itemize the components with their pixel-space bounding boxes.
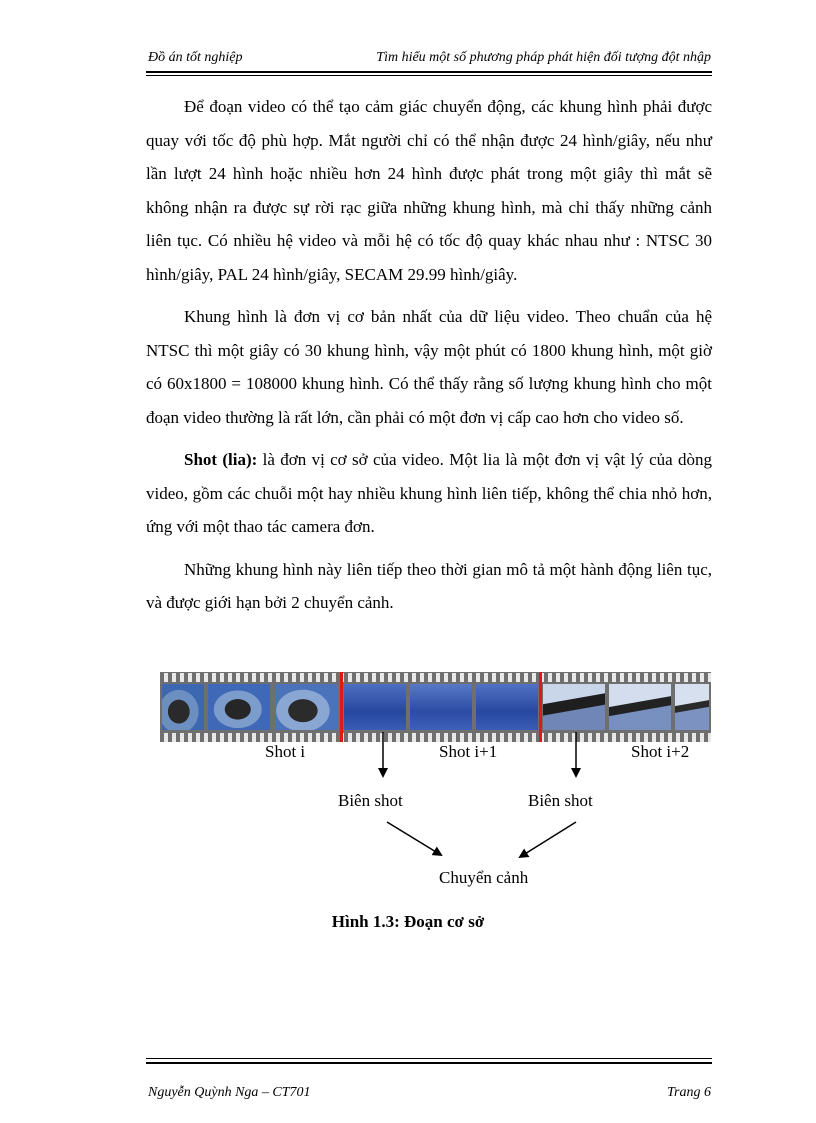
header-right: Tìm hiểu một số phương pháp phát hiện đối tượng đột nhập	[376, 50, 711, 65]
header-rule	[146, 71, 712, 73]
label-shot-i1: Shot i+1	[439, 742, 498, 761]
page-header	[148, 50, 711, 70]
paragraph-1: Để đoạn video có thể tạo cảm giác chuyển động, các khung hình phải được quay với tốc độ phù hợp. Mắt người chỉ có thể nhận được 24 hình/giây, nếu như lần lượt 24 hình hoặc nhiều hơn 24 hình được phát trong một giây thì mắt sẽ không nhận ra được sự rời rạc giữa những khung hình, mà chỉ thấy những cảnh liên tục. Có nhiều hệ video và mỗi hệ có tốc độ quay khác nhau như : NTSC 30 hình/giây, PAL 24 hình/giây, SECAM 29.99 hình/giây.	[146, 97, 712, 284]
frame-shot-i1-1	[344, 684, 406, 730]
frame-shot-i1-3	[476, 684, 538, 730]
page-number: Trang 6	[667, 1085, 711, 1100]
label-shot-i: Shot i	[265, 742, 306, 761]
header-left: Đồ án tốt nghiệp	[148, 50, 243, 65]
figure-caption: Hình 1.3: Đoạn cơ sở	[331, 912, 485, 931]
frame-shot-i1-2	[410, 684, 472, 730]
film-perforation-top	[160, 673, 711, 682]
frame-shot-i2-1	[543, 684, 605, 730]
shot-cut-1	[340, 672, 343, 742]
frame-shot-i-3	[275, 684, 337, 730]
footer-author: Nguyễn Quỳnh Nga – CT701	[148, 1085, 311, 1100]
film-strip-figure	[160, 672, 711, 742]
footer-rule-thin	[146, 1058, 712, 1059]
shot-cut-2	[539, 672, 542, 742]
frame-shot-i2-2	[609, 684, 671, 730]
paragraph-4: Những khung hình này liên tiếp theo thời gian mô tả một hành động liên tục, và được giới hạn bởi 2 chuyển cảnh.	[146, 559, 712, 612]
header-rule-thin	[146, 75, 712, 76]
frame-shot-i-2	[208, 684, 270, 730]
frame-shot-i2-3	[675, 684, 709, 730]
arrow-to-transition-2	[520, 822, 576, 857]
body-text	[146, 90, 712, 629]
footer-rule	[146, 1062, 712, 1064]
label-shot-i2: Shot i+2	[631, 742, 690, 761]
shot-term: Shot (lia):	[184, 450, 258, 469]
label-boundary-2: Biên shot	[528, 791, 593, 810]
paragraph-2: Khung hình là đơn vị cơ bản nhất của dữ liệu video. Theo chuẩn của hệ NTSC thì một giây có 30 khung hình, vậy một phút có 1800 khung hình, một giờ có 60x1800 = 108000 khung hình. Có thể thấy rằng số lượng khung hình cho một đoạn video thường là rất lớn, cần phải có một đơn vị cấp cao hơn cho video số.	[146, 307, 712, 427]
frame-shot-i-1	[162, 684, 204, 730]
arrow-to-transition-1	[387, 822, 441, 855]
paragraph-3	[146, 443, 712, 544]
shot-definition: là đơn vị cơ sở của video. Một lia là một đơn vị vật lý của dòng video, gồm các chuỗi một hay nhiều khung hình liên tiếp, không thể chia nhỏ hơn, ứng với một thao tác camera đơn.	[146, 450, 713, 536]
label-boundary-1: Biên shot	[338, 791, 403, 810]
film-perforation-bottom	[160, 733, 711, 742]
label-transition: Chuyển cảnh	[439, 868, 529, 887]
